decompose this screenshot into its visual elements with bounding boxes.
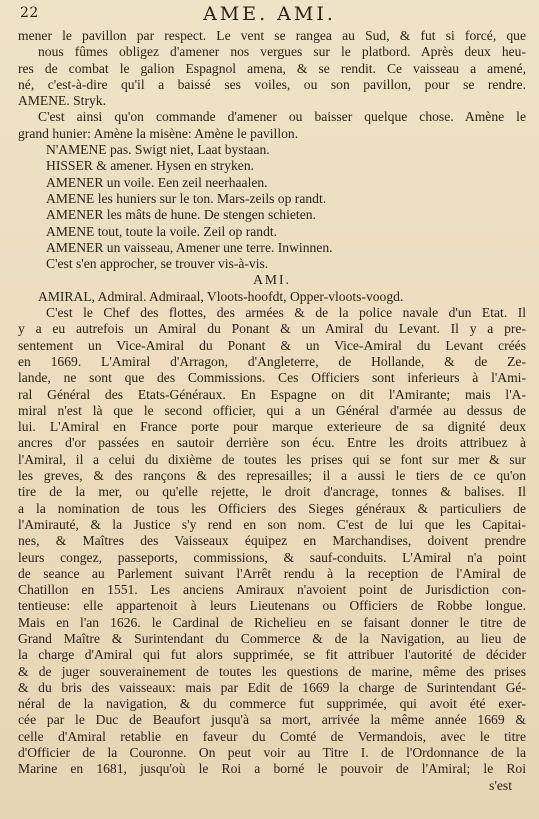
text-line: Marine en 1681, jusqu'où le Roi a borné le pouvoir de l'Amiral; le Roi xyxy=(18,761,526,777)
text-line: s'est xyxy=(489,777,512,793)
text-line: y a eu autrefois un Amiral du Ponant & un Amiral du Levant. Il y a pre- xyxy=(18,321,526,337)
text-line: AMENE tout, toute la voile. Zeil op randt. xyxy=(46,223,278,239)
text-line: ancres d'or passées en sautoir derrière son écu. Entre les droits attribuez à xyxy=(18,435,526,451)
text-line: res de combat le galion Espagnol amena, & se rendit. Ce vaisseau a amené, xyxy=(18,60,526,76)
text-line: Mais en l'an 1626. le Cardinal de Richelieu en se faisant donner le titre de xyxy=(18,614,526,630)
text-line: de seance au Parlement suivant l'Arrêt rendu à la reception de l'Amiral de xyxy=(18,565,526,581)
text-line: les greves, & des rançons & des represailles; il a aussi le tiers de ce qu'on xyxy=(18,468,526,484)
page-body xyxy=(18,28,526,794)
text-line: d'Officier de la Couronne. On peut voir au Titre I. de l'Ordonnance de la xyxy=(18,745,526,761)
text-line: AMENE. Stryk. xyxy=(18,93,106,109)
text-line: mener le pavillon par respect. Le vent se rangea au Sud, & fut si forcé, que xyxy=(18,28,526,43)
text-line: AMENER un voile. Een zeil neerhaalen. xyxy=(46,174,268,190)
text-line: a la nomination de tous les Officiers des Sieges généraux & particuliers de xyxy=(18,500,526,516)
text-line: C'est s'en approcher, se trouver vis-à-vis. xyxy=(46,256,269,272)
text-line: HISSER & amener. Hysen en stryken. xyxy=(46,158,255,174)
text-line: tentieuse: elle appartenoit à leurs Lieutenans ou Officiers de Robbe longue. xyxy=(18,598,526,614)
text-line: & de juger souverainement de toutes les questions de marine, même des prises xyxy=(18,663,526,679)
text-line: lui. L'Amiral en France porte pour marque exterieure de sa dignité deux xyxy=(18,419,526,435)
text-line: néral de la navigation, & du commerce fut supprimée, qui avoit été exer- xyxy=(18,696,526,712)
section-heading: AMI. xyxy=(253,272,291,288)
text-line: ral Général des Etats-Généraux. En Espagne on dit l'Amirante; mais l'A- xyxy=(18,386,526,402)
text-line: Grand Maître & Surintendant du Commerce & de la Navigation, au lieu de xyxy=(18,630,526,646)
text-line: & du bris des vaisseaux: mais par Edit de 1669 la charge de Surintendant Gé- xyxy=(18,679,526,695)
text-line: AMIRAL, Admiral. Admiraal, Vloots-hoofdt, Opper-vloots-voogd. xyxy=(38,288,404,304)
text-line: Chatillon en 1551. Les anciens Amiraux n'avoient point de Jurisdiction con- xyxy=(18,582,526,598)
text-line: nous fûmes obligez d'amener nos vergues sur le platbord. Après deux heu- xyxy=(38,44,526,60)
text-line: leurs congez, passeports, commissions, & sauf-conduits. L'Amiral n'a point xyxy=(18,549,526,565)
text-line: nes, & Maîtres des Vaisseaux équipez en Marchandises, doivent prendre xyxy=(18,533,526,549)
text-line: AMENER les mâts de hune. De stengen schieten. xyxy=(46,207,316,223)
text-line: C'est ainsi qu'on commande d'amener ou baisser quelque chose. Amène le xyxy=(38,109,526,125)
text-line: AMENER un vaisseau, Amener une terre. Inwinnen. xyxy=(46,239,333,255)
text-line: né, c'est-à-dire qu'il a baissé ses voiles, ou son pavillon, pour se rendre. xyxy=(18,76,526,92)
text-line: la charge d'Amiral qui fut alors supprimée, se fit attribuer l'autorité de décider xyxy=(18,647,526,663)
text-line: l'Amiral, il a celui du dixième de toutes les prises qui se font sur mer & sur xyxy=(18,451,526,467)
text-line: cée par le Duc de Beaufort jusqu'à sa mort, arrivée la même année 1669 & xyxy=(18,712,526,728)
text-line: sentement un Vice-Amiral du Ponant & un Vice-Amiral du Levant créés xyxy=(18,337,526,353)
text-line: celle d'Amiral retablie en faveur du Comté de Vermandois, avec le titre xyxy=(18,728,526,744)
text-line: grand hunier: Amène la misène: Amène le pavillon. xyxy=(18,125,299,141)
page-header xyxy=(0,3,539,27)
page-number: 22 xyxy=(20,5,39,21)
running-head: AME. AMI. xyxy=(203,3,336,25)
text-line: AMENE les huniers sur le ton. Mars-zeils op randt. xyxy=(46,190,327,206)
text-line: miral n'est là que le second officier, qui a un Général d'armée au dessus de xyxy=(18,402,526,418)
text-line: en 1669. L'Amiral d'Arragon, d'Angleterre, de Hollande, & de Ze- xyxy=(18,353,526,369)
text-line: N'AMENE pas. Swigt niet, Laat bystaan. xyxy=(46,142,270,158)
text-line: C'est le Chef des flottes, des armées & de la police navale d'un Etat. Il xyxy=(46,305,526,321)
text-line: l'Amirauté, & la Justice s'y rend en son nom. C'est de lui que les Capitai- xyxy=(18,516,526,532)
text-line: tire de la mer, ou qu'elle rejette, le droit d'ancrage, tonnes & balises. Il xyxy=(18,484,526,500)
text-line: lande, ne sont que des Commissions. Ces Officiers sont inferieurs à l'Ami- xyxy=(18,370,526,386)
